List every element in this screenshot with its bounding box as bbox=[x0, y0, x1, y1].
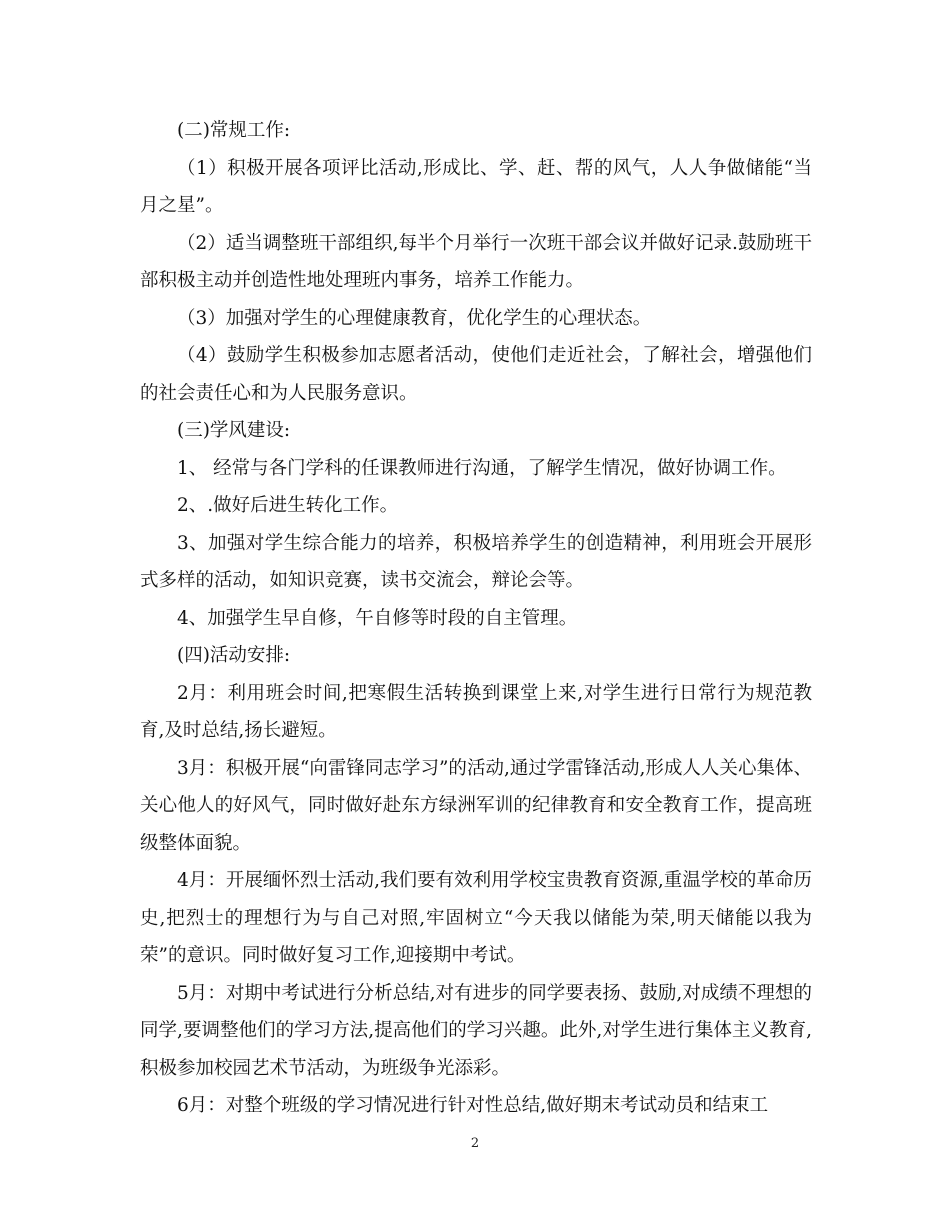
section-heading-study-style: (三)学风建设: bbox=[177, 420, 291, 441]
document-body bbox=[140, 112, 812, 1125]
section-heading-activities: (四)活动安排: bbox=[177, 645, 291, 666]
paragraph-june: 6月：对整个班级的学习情况进行针对性总结,做好期末考试动员和结束工 bbox=[177, 1095, 769, 1116]
paragraph-april: 4月：开展缅怀烈士活动,我们要有效利用学校宝贵教育资源,重温学校的革命历史,把烈士的理想行为与自己对照,牢固树立“今天我以储能为荣,明天储能以我为荣”的意识。同时做好复习工作,迎接期中考试。 bbox=[140, 870, 812, 966]
paragraph-march: 3月：积极开展“向雷锋同志学习”的活动,通过学雷锋活动,形成人人关心集体、关心他人的好风气，同时做好赴东方绿洲军训的纪律教育和安全教育工作，提高班级整体面貌。 bbox=[140, 757, 812, 854]
paragraph-study-item-3: 3、加强对学生综合能力的培养，积极培养学生的创造精神，利用班会开展形式多样的活动，如知识竞赛，读书交流会，辩论会等。 bbox=[140, 532, 812, 591]
paragraph-study-item-4: 4、加强学生早自修，午自修等时段的自主管理。 bbox=[177, 607, 578, 629]
paragraph-study-item-2: 2、.做好后进生转化工作。 bbox=[177, 495, 399, 516]
paragraph-study-item-1: 1、 经常与各门学科的任课教师进行沟通，了解学生情况，做好协调工作。 bbox=[177, 457, 787, 479]
paragraph-routine-item-2: （2）适当调整班干部组织,每半个月举行一次班干部会议并做好记录.鼓励班干部积极主动并创造性地处理班内事务，培养工作能力。 bbox=[140, 232, 812, 291]
paragraph-february: 2月：利用班会时间,把寒假生活转换到课堂上来,对学生进行日常行为规范教育,及时总结,扬长避短。 bbox=[140, 682, 812, 741]
section-heading-routine-work: (二)常规工作: bbox=[177, 120, 291, 141]
paragraph-routine-item-4: （4）鼓励学生积极参加志愿者活动，使他们走近社会，了解社会，增强他们的社会责任心和为人民服务意识。 bbox=[140, 345, 812, 404]
page-number: 2 bbox=[470, 1136, 480, 1151]
paragraph-routine-item-1: （1）积极开展各项评比活动,形成比、学、赶、帮的风气，人人争做储能“当月之星”。 bbox=[140, 157, 812, 216]
paragraph-may: 5月：对期中考试进行分析总结,对有进步的同学要表扬、鼓励,对成绩不理想的同学,要调整他们的学习方法,提高他们的学习兴趣。此外,对学生进行集体主义教育,积极参加校园艺术节活动，为班级争光添彩。 bbox=[140, 982, 812, 1079]
paragraph-routine-item-3: （3）加强对学生的心理健康教育，优化学生的心理状态。 bbox=[177, 307, 652, 329]
